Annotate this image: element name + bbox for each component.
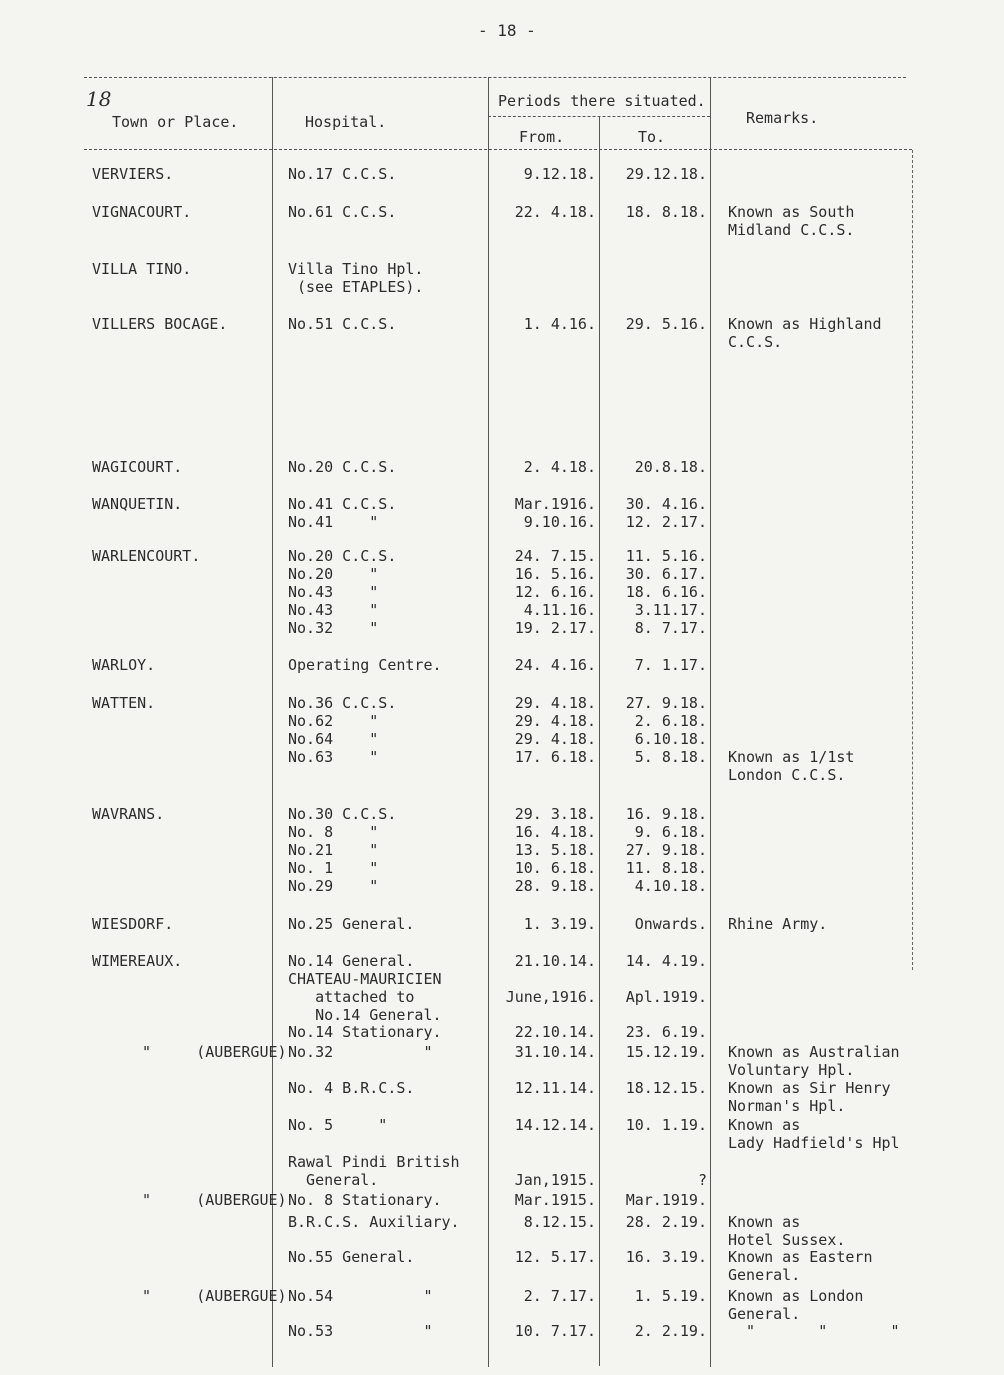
cell-hosp: No.51 C.C.S. bbox=[288, 315, 397, 333]
cell-from: 31.10.14. bbox=[514, 1043, 596, 1061]
cell-town: WIESDORF. bbox=[92, 915, 174, 933]
cell-hosp: Rawal Pindi British General. bbox=[288, 1153, 460, 1189]
cell-hosp: No.20 C.C.S. bbox=[288, 458, 397, 476]
cell-to: ? bbox=[697, 1171, 707, 1189]
cell-to: 1. 5.19. bbox=[634, 1287, 707, 1305]
cell-hosp: B.R.C.S. Auxiliary. bbox=[288, 1213, 460, 1231]
cell-to: Onwards. bbox=[634, 915, 707, 933]
cell-rem: Known as Hotel Sussex. bbox=[728, 1213, 846, 1249]
cell-hosp: No.61 C.C.S. bbox=[288, 203, 397, 221]
cell-hosp: No.25 General. bbox=[288, 915, 415, 933]
cell-from: 1. 4.16. bbox=[523, 315, 596, 333]
cell-from: 29. 4.18. 29. 4.18. 29. 4.18. 17. 6.18. bbox=[514, 694, 596, 766]
cell-town: " (AUBERGUE) bbox=[124, 1191, 287, 1209]
cell-town: VERVIERS. bbox=[92, 165, 174, 183]
cell-to: 27. 9.18. 2. 6.18. 6.10.18. 5. 8.18. bbox=[625, 694, 707, 766]
header-hospital: Hospital. bbox=[305, 113, 387, 131]
cell-hosp: No. 4 B.R.C.S. bbox=[288, 1079, 415, 1097]
cell-rem: Known as London General. bbox=[728, 1287, 864, 1323]
cell-rem: Known as Australian Voluntary Hpl. bbox=[728, 1043, 900, 1079]
cell-from: 24. 4.16. bbox=[514, 656, 596, 674]
cell-from: 1. 3.19. bbox=[523, 915, 596, 933]
header-bottom-rule bbox=[84, 149, 912, 150]
col-divider-from bbox=[599, 116, 600, 1366]
cell-hosp: No.41 C.C.S. No.41 " bbox=[288, 495, 397, 531]
cell-hosp: No. 8 Stationary. bbox=[288, 1191, 442, 1209]
page-number: - 18 - bbox=[478, 21, 536, 40]
cell-to: 18.12.15. bbox=[625, 1079, 707, 1097]
cell-rem: Known as Lady Hadfield's Hpl bbox=[728, 1116, 900, 1152]
header-remarks: Remarks. bbox=[746, 109, 819, 127]
header-to: To. bbox=[638, 128, 666, 146]
header-town: Town or Place. bbox=[112, 113, 239, 131]
top-rule bbox=[84, 77, 906, 78]
cell-from: 14.12.14. bbox=[514, 1116, 596, 1134]
right-edge-rule bbox=[912, 150, 913, 970]
cell-town: WARLENCOURT. bbox=[92, 547, 201, 565]
cell-to: 29. 5.16. bbox=[625, 315, 707, 333]
cell-from: 22.10.14. bbox=[514, 1023, 596, 1041]
cell-from: 21.10.14. June,1916. bbox=[505, 952, 596, 1006]
cell-to: 7. 1.17. bbox=[625, 656, 707, 674]
margin-note: 18 bbox=[86, 87, 112, 111]
cell-from: Jan,1915. bbox=[514, 1171, 596, 1189]
cell-hosp: No.17 C.C.S. bbox=[288, 165, 397, 183]
cell-to: 18. 8.18. bbox=[625, 203, 707, 221]
cell-to: 30. 4.16. 12. 2.17. bbox=[625, 495, 707, 531]
cell-to: 2. 2.19. bbox=[634, 1322, 707, 1340]
cell-from: 2. 7.17. bbox=[523, 1287, 596, 1305]
col-divider-to bbox=[710, 77, 711, 1367]
cell-from: 22. 4.18. bbox=[514, 203, 596, 221]
cell-from: 12. 5.17. bbox=[514, 1248, 596, 1266]
cell-from: Mar.1916. 9.10.16. bbox=[514, 495, 596, 531]
cell-to: 28. 2.19. bbox=[625, 1213, 707, 1231]
col-divider-hospital bbox=[488, 77, 489, 1367]
cell-town: VIGNACOURT. bbox=[92, 203, 192, 221]
cell-town: WAGICOURT. bbox=[92, 458, 183, 476]
cell-hosp: Villa Tino Hpl. (see ETAPLES). bbox=[288, 260, 424, 296]
cell-town: WARLOY. bbox=[92, 656, 156, 674]
cell-from: 24. 7.15. 16. 5.16. 12. 6.16. 4.11.16. 19. 2.17. bbox=[514, 547, 596, 637]
cell-town: " (AUBERGUE) bbox=[124, 1287, 287, 1305]
cell-from: 12.11.14. bbox=[514, 1079, 596, 1097]
cell-to: 14. 4.19. Apl.1919. bbox=[625, 952, 707, 1006]
cell-town: VILLERS BOCAGE. bbox=[92, 315, 228, 333]
cell-town: " (AUBERGUE) bbox=[124, 1043, 287, 1061]
cell-to: 20.8.18. bbox=[634, 458, 707, 476]
cell-from: 8.12.15. bbox=[523, 1213, 596, 1231]
cell-from: 2. 4.18. bbox=[523, 458, 596, 476]
cell-from: 10. 7.17. bbox=[514, 1322, 596, 1340]
cell-hosp: No.53 " bbox=[288, 1322, 433, 1340]
cell-rem: Rhine Army. bbox=[728, 915, 828, 933]
cell-from: Mar.1915. bbox=[514, 1191, 596, 1209]
cell-rem: Known as Highland C.C.S. bbox=[728, 315, 882, 351]
cell-from: 9.12.18. bbox=[523, 165, 596, 183]
cell-town: WANQUETIN. bbox=[92, 495, 183, 513]
cell-town: WATTEN. bbox=[92, 694, 156, 712]
cell-hosp: No. 5 " bbox=[288, 1116, 388, 1134]
cell-town: WIMEREAUX. bbox=[92, 952, 183, 970]
cell-to: 16. 3.19. bbox=[625, 1248, 707, 1266]
cell-rem: Known as Eastern General. bbox=[728, 1248, 873, 1284]
header-from: From. bbox=[519, 128, 565, 146]
cell-hosp: No.54 " bbox=[288, 1287, 433, 1305]
cell-hosp: No.14 Stationary. bbox=[288, 1023, 442, 1041]
cell-to: 23. 6.19. bbox=[625, 1023, 707, 1041]
cell-hosp: No.36 C.C.S. No.62 " No.64 " No.63 " bbox=[288, 694, 397, 766]
cell-town: VILLA TINO. bbox=[92, 260, 192, 278]
cell-hosp: No.55 General. bbox=[288, 1248, 415, 1266]
cell-hosp: No.14 General. CHATEAU-MAURICIEN attached to No.14 General. bbox=[288, 952, 442, 1024]
cell-hosp: No.30 C.C.S. No. 8 " No.21 " No. 1 " No.29 " bbox=[288, 805, 397, 895]
cell-to: 15.12.19. bbox=[625, 1043, 707, 1061]
cell-hosp: Operating Centre. bbox=[288, 656, 442, 674]
cell-town: WAVRANS. bbox=[92, 805, 165, 823]
cell-to: 29.12.18. bbox=[625, 165, 707, 183]
cell-rem: Known as 1/1st London C.C.S. bbox=[728, 748, 855, 784]
cell-rem: Known as Sir Henry Norman's Hpl. bbox=[728, 1079, 891, 1115]
cell-rem: " " " bbox=[728, 1322, 900, 1340]
header-periods: Periods there situated. bbox=[498, 92, 706, 110]
cell-rem: Known as South Midland C.C.S. bbox=[728, 203, 855, 239]
cell-hosp: No.20 C.C.S. No.20 " No.43 " No.43 " No.32 " bbox=[288, 547, 397, 637]
cell-to: 11. 5.16. 30. 6.17. 18. 6.16. 3.11.17. 8. 7.17. bbox=[625, 547, 707, 637]
cell-to: 16. 9.18. 9. 6.18. 27. 9.18. 11. 8.18. 4.10.18. bbox=[625, 805, 707, 895]
cell-to: Mar.1919. bbox=[625, 1191, 707, 1209]
col-divider-town bbox=[272, 77, 273, 1367]
cell-from: 29. 3.18. 16. 4.18. 13. 5.18. 10. 6.18. 28. 9.18. bbox=[514, 805, 596, 895]
cell-hosp: No.32 " bbox=[288, 1043, 433, 1061]
cell-to: 10. 1.19. bbox=[625, 1116, 707, 1134]
